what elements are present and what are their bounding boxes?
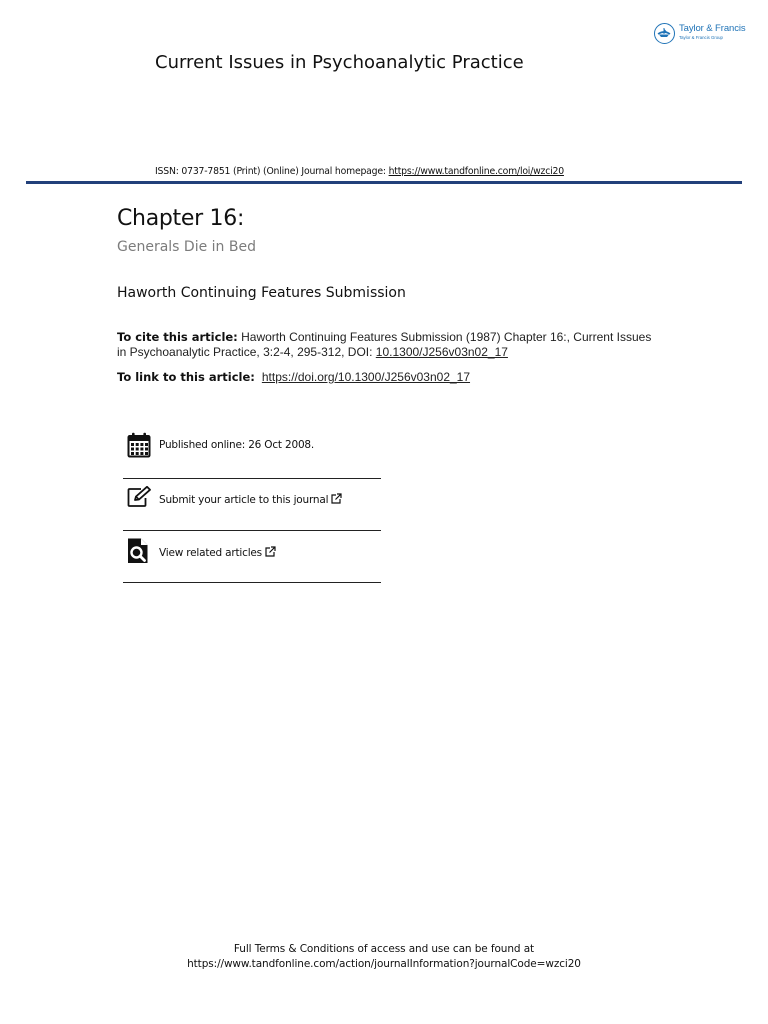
publisher-group: Taylor & Francis Group xyxy=(679,35,723,40)
published-date-text: Published online: 26 Oct 2008. xyxy=(159,439,315,451)
link-block xyxy=(117,370,657,384)
row-divider xyxy=(123,582,381,583)
chapter-title: Chapter 16: xyxy=(117,206,245,231)
journal-homepage-link[interactable]: https://www.tandfonline.com/loi/wzci20 xyxy=(388,166,564,177)
related-articles-link[interactable]: View related articles xyxy=(159,546,276,560)
published-row xyxy=(123,432,381,460)
publisher-logo[interactable] xyxy=(654,22,750,48)
related-articles-row[interactable] xyxy=(123,538,381,566)
link-label: To link to this article: xyxy=(117,370,259,384)
footer-terms-link[interactable]: https://www.tandfonline.com/action/journalInformation?journalCode=wzci20 xyxy=(187,958,581,970)
external-link-icon xyxy=(331,493,342,507)
issn-text: ISSN: 0737-7851 (Print) (Online) Journal homepage: xyxy=(155,166,389,177)
doi-link[interactable]: 10.1300/J256v03n02_17 xyxy=(375,345,508,359)
issn-line xyxy=(155,166,564,177)
publisher-name: Taylor & Francis xyxy=(679,23,746,34)
submit-article-link[interactable]: Submit your article to this journal xyxy=(159,493,342,507)
footer-line-1: Full Terms & Conditions of access and use can be found at xyxy=(233,943,535,955)
edit-icon xyxy=(127,486,153,512)
article-url-link[interactable]: https://doi.org/10.1300/J256v03n02_17 xyxy=(261,370,471,384)
cite-label: To cite this article: xyxy=(117,330,238,344)
chapter-subtitle: Generals Die in Bed xyxy=(117,239,256,255)
cite-text: Haworth Continuing Features Submission (1987) Chapter 16:, Current Issues in Psychoanalytic Practice, 3:2-4, 295-312, DOI: xyxy=(117,330,652,359)
search-document-icon xyxy=(127,538,149,568)
row-divider xyxy=(123,478,381,479)
submit-article-row[interactable] xyxy=(123,486,381,514)
row-divider xyxy=(123,530,381,531)
calendar-icon xyxy=(127,432,151,462)
tf-logo-icon xyxy=(654,23,675,44)
header-rule xyxy=(26,181,742,184)
journal-title: Current Issues in Psychoanalytic Practice xyxy=(155,52,524,73)
author-line: Haworth Continuing Features Submission xyxy=(117,285,406,301)
external-link-icon xyxy=(265,546,276,560)
footer-terms xyxy=(0,942,768,972)
citation-block xyxy=(117,330,657,360)
